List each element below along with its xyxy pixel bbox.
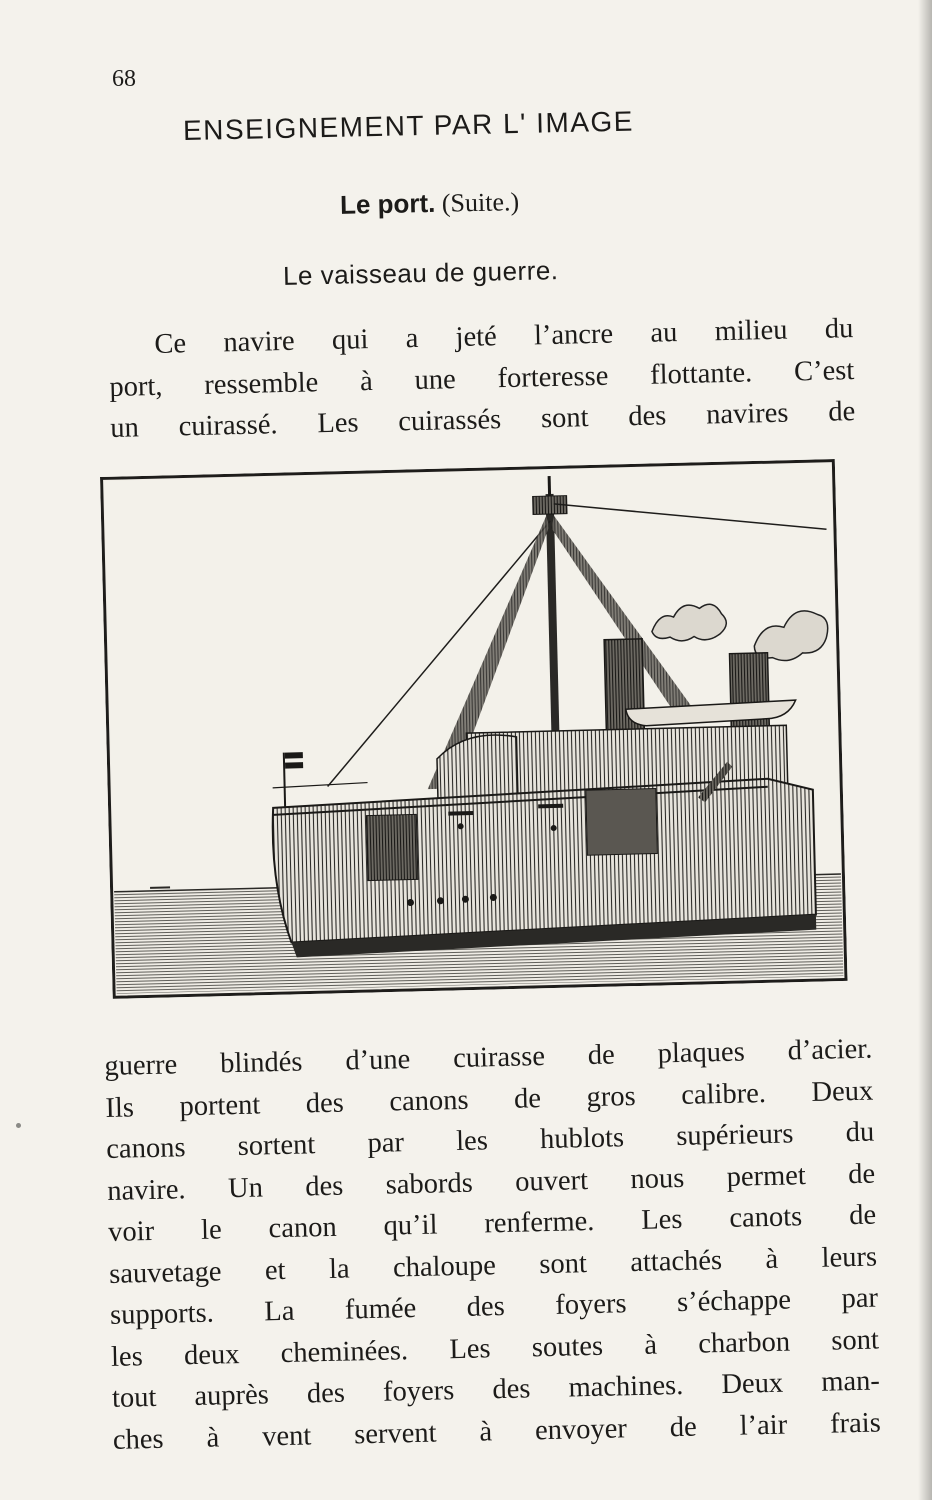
text-line: ches à vent servent à envoyer de l’air frais — [112, 1406, 882, 1456]
paragraph-intro — [108, 308, 856, 449]
text-line: sauvetage et la chaloupe sont attachés à leurs — [108, 1241, 878, 1290]
warship-illustration — [100, 459, 848, 999]
subtitle — [340, 186, 520, 221]
text-line: voir le canon qu’il renferme. Les canots de — [107, 1199, 877, 1248]
text-line: supports. La fumée des foyers s’échappe par — [109, 1282, 879, 1331]
text-line: un cuirassé. Les cuirassés sont des navires de — [109, 396, 856, 444]
section-title: Le vaisseau de guerre. — [282, 255, 559, 291]
warship-engraving — [100, 459, 848, 999]
text-line: les deux cheminées. Les soutes à charbon sont — [110, 1324, 880, 1373]
page-title: ENSEIGNEMENT PAR L' IMAGE — [182, 105, 635, 146]
text-line: guerre blindés d’une cuirasse de plaques d’acier. — [104, 1033, 873, 1082]
page-edge-shadow — [918, 0, 932, 1500]
page-number: 68 — [112, 66, 136, 92]
subtitle-bold: Le port. — [339, 187, 436, 220]
print-speck — [16, 1123, 21, 1128]
text-line: navire. Un des sabords ouvert nous permet de — [106, 1158, 876, 1207]
text-line: port, ressemble à une forteresse flottante. C’est — [109, 354, 855, 403]
paragraph-continued — [104, 1029, 881, 1461]
text-line: canons sortent par les hublots supérieurs du — [105, 1116, 875, 1165]
subtitle-suffix: (Suite.) — [441, 187, 520, 218]
text-line: tout auprès des foyers des machines. Deux man- — [111, 1365, 881, 1414]
text-line: Ce navire qui a jeté l’ancre au milieu du — [154, 313, 854, 360]
text-line: Ils portent des canons de gros calibre. Deux — [105, 1075, 874, 1124]
